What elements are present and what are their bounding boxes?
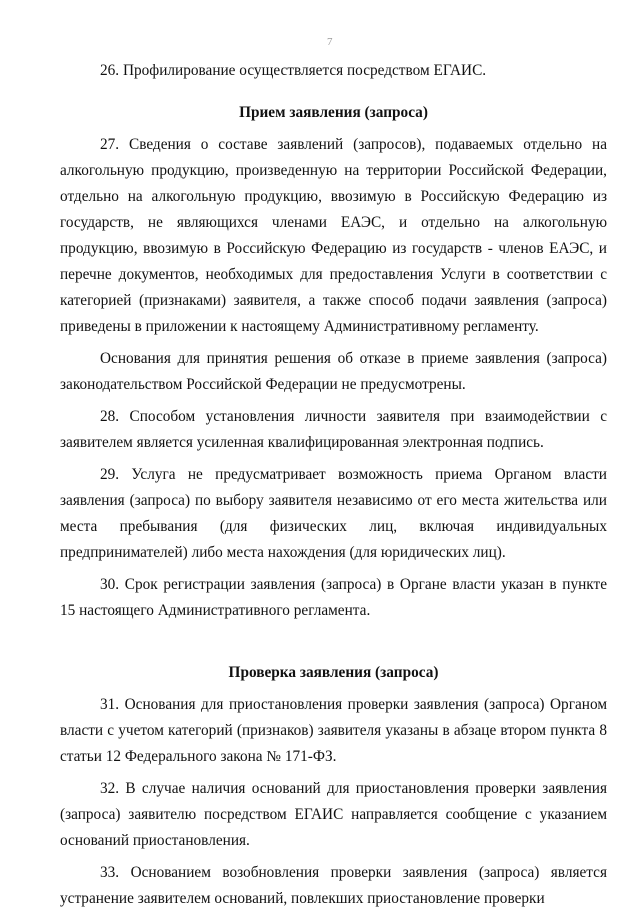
paragraph-29: 29. Услуга не предусматривает возможность приема Органом власти заявления (запроса) по выбору заявителя независимо от его места жительства или места пребывания (для физических лиц, включая индивидуальных предпринимателей) либо места нахождения (для юридических лиц). [60,466,607,561]
paragraph-28: 28. Способом установления личности заявителя при взаимодействии с заявителем является усиленная квалифицированная электронная подпись. [60,408,607,451]
paragraph-27: 27. Сведения о составе заявлений (запросов), подаваемых отдельно на алкогольную продукцию, произведенную на территории Российской Федерации, отдельно на алкогольную продукцию, ввозимую в Российскую Федерацию из государств, не являющихся членами ЕАЭС, и отдельно на алкогольную продукцию, ввозимую в Российскую Федерацию из государств - членов ЕАЭС, и перечне документов, необходимых для предоставления Услуги в соответствии с категорией (признаками) заявителя, а также способ подачи заявления (запроса) приведены в приложении к настоящему Административному регламенту. [60,136,607,335]
section-heading-reception: Прием заявления (запроса) [239,104,428,121]
paragraph-31: 31. Основания для приостановления проверки заявления (запроса) Органом власти с учетом категорий (признаков) заявителя указаны в абзаце втором пункта 8 статьи 12 Федерального закона № 171-ФЗ. [60,696,607,765]
paragraph-33: 33. Основанием возобновления проверки заявления (запроса) является устранение заявителем оснований, повлекших приостановление проверки [60,864,607,907]
paragraph-30: 30. Срок регистрации заявления (запроса) в Органе власти указан в пункте 15 настоящего Административного регламента. [60,576,607,619]
section-heading-verification: Проверка заявления (запроса) [228,664,439,681]
page-number-mark: 7 [327,36,333,48]
paragraph-26: 26. Профилирование осуществляется посредством ЕГАИС. [100,62,487,79]
paragraph-32: 32. В случае наличия оснований для приостановления проверки заявления (запроса) заявителю посредством ЕГАИС направляется сообщение с указанием оснований приостановления. [60,780,607,849]
paragraph-refusal-grounds: Основания для принятия решения об отказе в приеме заявления (запроса) законодательством Российской Федерации не предусмотрены. [60,350,607,393]
document-body [60,58,607,912]
